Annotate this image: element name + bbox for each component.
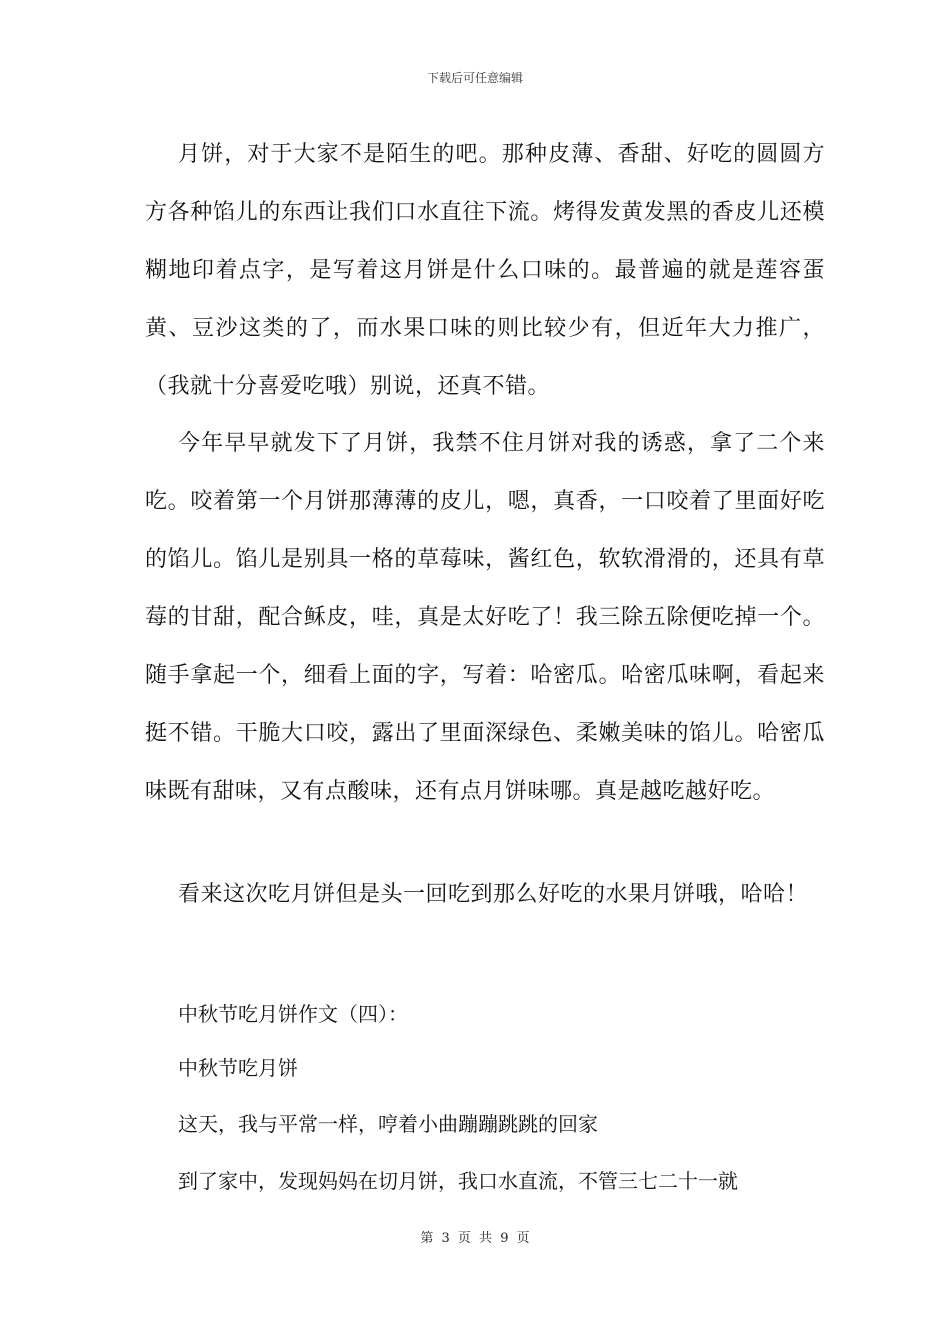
section-title: 中秋节吃月饼 — [178, 1056, 298, 1080]
paragraph-2: 今年早早就发下了月饼，我禁不住月饼对我的诱惑，拿了二个来吃。咬着第一个月饼那薄薄的皮儿，嗯，真香，一口咬着了里面好吃的馅儿。馅儿是别具一格的草莓味，酱红色，软软滑滑的，还具有草莓的甘甜，配合稣皮，哇，真是太好吃了！我三除五除便吃掉一个。随手拿起一个，细看上面的字，写着：哈密瓜。哈密瓜味啊，看起来挺不错。干脆大口咬，露出了里面深绿色、柔嫩美味的馅儿。哈密瓜味既有甜味，又有点酸味，还有点月饼味哪。真是越吃越好吃。 — [145, 431, 825, 804]
paragraph-1: 月饼，对于大家不是陌生的吧。那种皮薄、香甜、好吃的圆圆方方各种馅儿的东西让我们口水直往下流。烤得发黄发黑的香皮儿还模糊地印着点字，是写着这月饼是什么口味的。最普遍的就是莲容蛋黄、豆沙这类的了，而水果口味的则比较少有，但近年大力推广，（我就十分喜爱吃哦）别说，还真不错。 — [145, 142, 825, 399]
header-note: 下载后可任意编辑 — [426, 71, 523, 85]
section-heading: 中秋节吃月饼作文（四）： — [178, 1002, 408, 1026]
page-number: 第 3 页 共 9 页 — [420, 1231, 530, 1246]
section-line-1: 这天，我与平常一样，哼着小曲蹦蹦跳跳的回家 — [178, 1112, 598, 1136]
paragraph-3: 看来这次吃月饼但是头一回吃到那么好吃的水果月饼哦，哈哈！ — [178, 882, 809, 907]
section-line-2: 到了家中，发现妈妈在切月饼，我口水直流，不管三七二十一就 — [178, 1169, 738, 1193]
